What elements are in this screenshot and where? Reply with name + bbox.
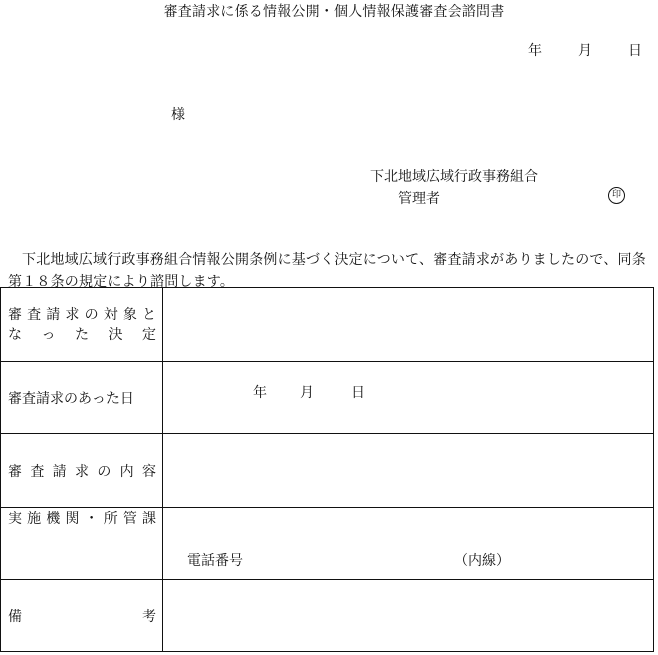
label-char: 象 xyxy=(122,306,137,323)
sender-organization: 下北地域広域行政事務組合 xyxy=(370,169,538,185)
header-date-month: 月 xyxy=(578,43,592,59)
seal-mark: 印 xyxy=(608,187,625,204)
label-agency-department xyxy=(1,508,163,580)
header-date-year: 年 xyxy=(528,43,542,59)
request-date-year: 年 xyxy=(253,385,267,401)
label-char: の xyxy=(97,463,112,480)
label-char: っ xyxy=(41,326,56,343)
label-request-date xyxy=(1,362,163,434)
recipient-honorific: 様 xyxy=(171,107,185,123)
label-char: ・ xyxy=(84,511,99,527)
label-char: 査 xyxy=(27,306,42,323)
extension-label: （内線） xyxy=(454,553,510,569)
label-request-content-text xyxy=(8,461,156,481)
label-char: 機 xyxy=(46,511,61,527)
label-char: 課 xyxy=(141,511,156,527)
label-subject-decision-line2 xyxy=(8,325,156,345)
label-char: 容 xyxy=(141,463,156,480)
table-row-request-content xyxy=(1,434,654,508)
label-char: 備 xyxy=(8,608,22,625)
body-paragraph: 下北地域広域行政事務組合情報公開条例に基づく決定について、審査請求がありましたので、同条第１８条の規定により諮問します。 xyxy=(8,252,646,290)
label-char: 審 xyxy=(8,463,22,480)
label-char: 考 xyxy=(142,608,156,625)
header-date-day: 日 xyxy=(628,43,642,59)
label-subject-decision xyxy=(1,288,163,362)
inquiry-form-table xyxy=(0,287,654,652)
label-char: 対 xyxy=(103,306,118,323)
label-char: 審 xyxy=(8,306,22,323)
label-request-content xyxy=(1,434,163,508)
table-row-agency-department xyxy=(1,508,654,580)
label-char: た xyxy=(75,326,89,343)
label-char: の xyxy=(84,306,99,323)
table-row-remarks xyxy=(1,580,654,652)
label-char: な xyxy=(8,326,22,343)
field-agency-department[interactable] xyxy=(163,508,654,580)
label-char: と xyxy=(141,306,156,323)
field-remarks[interactable] xyxy=(163,580,654,652)
label-remarks xyxy=(1,580,163,652)
document-title: 審査請求に係る情報公開・個人情報保護審査会諮問書 xyxy=(163,4,505,20)
label-char: 決 xyxy=(108,326,123,343)
label-char: 所 xyxy=(103,511,118,527)
sender-role: 管理者 xyxy=(398,191,440,207)
table-row-request-date xyxy=(1,362,654,434)
label-char: 施 xyxy=(27,511,42,527)
label-char: 内 xyxy=(119,463,134,480)
label-char: 請 xyxy=(52,463,67,480)
request-date-month: 月 xyxy=(300,385,314,401)
request-date-day: 日 xyxy=(351,385,365,401)
label-char: 定 xyxy=(142,326,156,343)
label-request-date-text: 審査請求のあった日 xyxy=(8,390,134,407)
label-char: 請 xyxy=(46,306,61,323)
label-agency-department-text xyxy=(8,508,156,528)
label-char: 求 xyxy=(65,306,80,323)
phone-number-label: 電話番号 xyxy=(187,553,243,569)
label-remarks-text xyxy=(8,606,156,626)
field-request-date[interactable] xyxy=(163,362,654,434)
label-char: 求 xyxy=(74,463,89,480)
label-subject-decision-line1 xyxy=(8,305,156,325)
label-char: 実 xyxy=(8,511,22,527)
label-char: 査 xyxy=(30,463,45,480)
label-char: 管 xyxy=(122,511,137,527)
field-subject-decision[interactable] xyxy=(163,288,654,362)
label-char: 関 xyxy=(65,511,80,527)
field-request-content[interactable] xyxy=(163,434,654,508)
table-row-subject-decision xyxy=(1,288,654,362)
